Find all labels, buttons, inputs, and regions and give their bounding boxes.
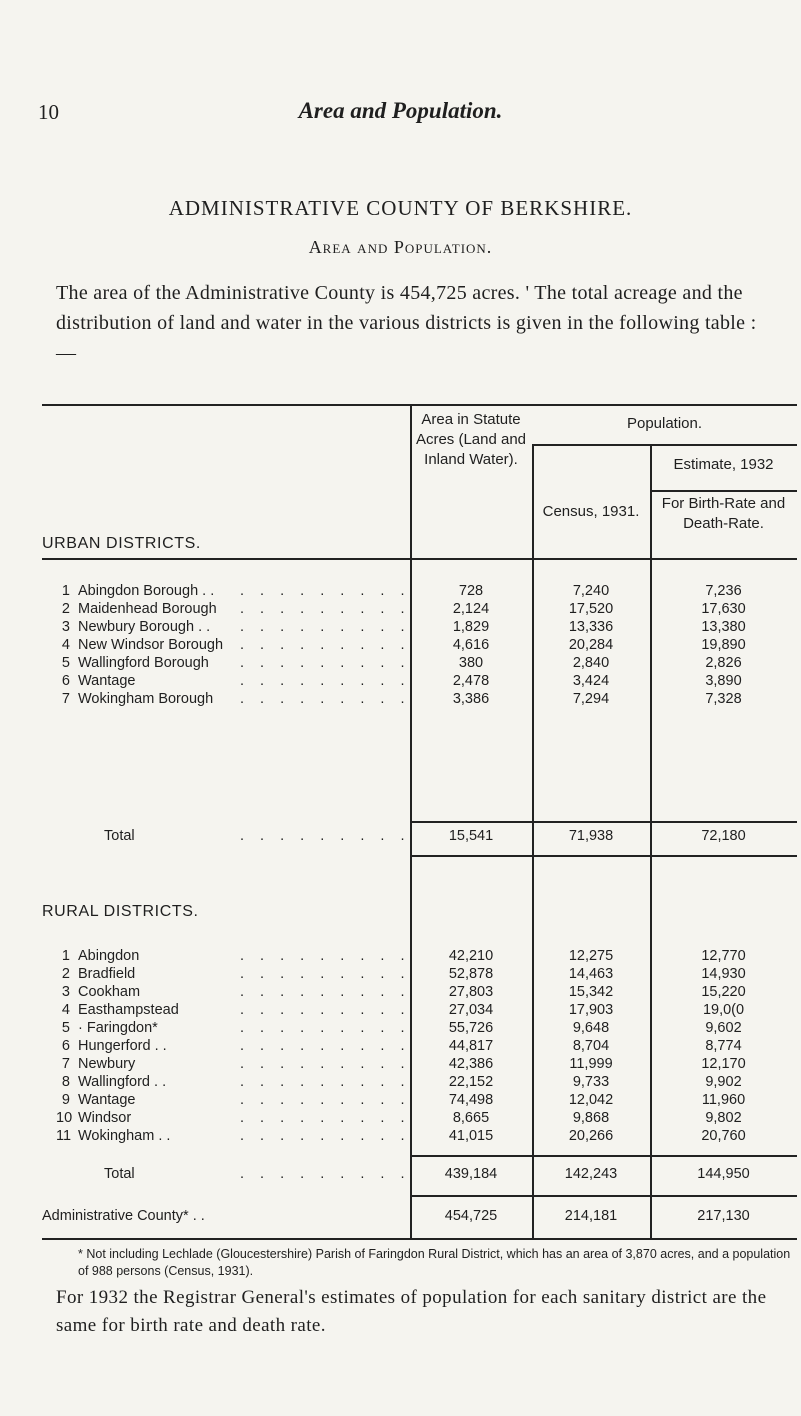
row-number: 1 bbox=[61, 948, 70, 964]
table-row bbox=[0, 1002, 801, 1021]
estimate-value: 8,774 bbox=[705, 1038, 742, 1054]
table-row bbox=[0, 619, 801, 638]
rural-total-row bbox=[0, 1166, 801, 1185]
leader-dots: . . . . . . . . . bbox=[240, 948, 411, 964]
census-value: 71,938 bbox=[568, 828, 614, 844]
area-value: 728 bbox=[458, 583, 484, 599]
leader-dots: . . . . . . . . . bbox=[240, 637, 411, 653]
row-number: 7 bbox=[61, 1056, 70, 1072]
census-value: 7,294 bbox=[572, 691, 610, 707]
census-value: 9,648 bbox=[572, 1020, 610, 1036]
district-name: Wantage bbox=[78, 1092, 136, 1108]
leader-dots: . . . . . . . . . bbox=[240, 984, 411, 1000]
table-row bbox=[0, 1092, 801, 1111]
row-number: 11 bbox=[56, 1128, 72, 1144]
area-value: 41,015 bbox=[448, 1128, 494, 1144]
census-value: 15,342 bbox=[568, 984, 614, 1000]
table-top-rule bbox=[42, 404, 797, 406]
area-value: 27,803 bbox=[448, 984, 494, 1000]
area-value: 52,878 bbox=[448, 966, 494, 982]
urban-districts-heading: URBAN DISTRICTS. bbox=[42, 535, 201, 552]
census-value: 17,520 bbox=[568, 601, 614, 617]
population-header: Population. bbox=[626, 415, 703, 432]
table-row bbox=[0, 601, 801, 620]
table-row bbox=[0, 655, 801, 674]
leader-dots: . . . . . . . . . bbox=[240, 691, 411, 707]
estimate-value: 72,180 bbox=[701, 828, 746, 844]
census-value: 14,463 bbox=[568, 966, 614, 982]
leader-dots: . . . . . . . . . bbox=[240, 1092, 411, 1108]
table-row bbox=[0, 1128, 801, 1147]
estimate-value: 19,890 bbox=[701, 637, 746, 653]
table-row bbox=[0, 966, 801, 985]
census-value: 9,868 bbox=[572, 1110, 610, 1126]
estimate-value: 9,902 bbox=[705, 1074, 742, 1090]
area-value: 380 bbox=[458, 655, 484, 671]
table-row bbox=[0, 1056, 801, 1075]
leader-dots: . . . . . . . . . bbox=[240, 1074, 411, 1090]
area-value: 15,541 bbox=[448, 828, 494, 844]
district-name: Newbury Borough . . bbox=[78, 619, 211, 635]
table-row bbox=[0, 1110, 801, 1129]
leader-dots: . . . . . . . . . bbox=[240, 1002, 411, 1018]
row-number: 4 bbox=[61, 1002, 70, 1018]
leader-dots: . . . . . . . . . bbox=[240, 1110, 411, 1126]
table-row bbox=[0, 984, 801, 1003]
census-value: 8,704 bbox=[572, 1038, 610, 1054]
table-row bbox=[0, 1020, 801, 1039]
estimate-value: 12,770 bbox=[701, 948, 746, 964]
estimate-value: 20,760 bbox=[701, 1128, 746, 1144]
estimate-value: 3,890 bbox=[705, 673, 742, 689]
estimate-header-rule bbox=[650, 490, 797, 492]
district-name: Easthampstead bbox=[78, 1002, 179, 1018]
census-value: 12,042 bbox=[568, 1092, 614, 1108]
area-value: 27,034 bbox=[448, 1002, 494, 1018]
census-value: 20,266 bbox=[568, 1128, 614, 1144]
area-value: 42,386 bbox=[448, 1056, 494, 1072]
area-value: 74,498 bbox=[448, 1092, 494, 1108]
estimate-column-header: Estimate, 1932 bbox=[673, 456, 774, 473]
table-bottom-rule bbox=[42, 1238, 797, 1240]
area-column-header: Area in Statute Acres (Land and Inland Water). bbox=[415, 411, 527, 468]
total-label: Total bbox=[104, 828, 135, 844]
area-value: 454,725 bbox=[444, 1208, 498, 1224]
area-value: 1,829 bbox=[452, 619, 490, 635]
row-number: 6 bbox=[61, 673, 70, 689]
leader-dots: . . . . . . . . . bbox=[240, 1166, 411, 1182]
urban-total-bottom-rule bbox=[410, 855, 797, 857]
total-label: Total bbox=[104, 1166, 135, 1182]
leader-dots: . . . . . . . . . bbox=[240, 1128, 411, 1144]
rural-districts-heading: RURAL DISTRICTS. bbox=[42, 903, 199, 920]
intro-paragraph: The area of the Administrative County is 454,725 acres. ' The total acreage and the distribution of land and water in the various districts is given in the following table :— bbox=[56, 282, 757, 364]
rural-total-bottom-rule bbox=[410, 1195, 797, 1197]
urban-total-row bbox=[0, 828, 801, 847]
district-name: Wokingham Borough bbox=[78, 691, 214, 707]
area-value: 439,184 bbox=[444, 1166, 498, 1182]
district-name: Windsor bbox=[78, 1110, 132, 1126]
district-name: Wallingford . . bbox=[78, 1074, 167, 1090]
row-number: 3 bbox=[61, 619, 70, 635]
census-value: 2,840 bbox=[572, 655, 610, 671]
table-row bbox=[0, 691, 801, 710]
estimate-subheader: For Birth-Rate and Death-Rate. bbox=[661, 495, 786, 532]
area-value: 4,616 bbox=[452, 637, 490, 653]
footnote: * Not including Lechlade (Gloucestershire) Parish of Faringdon Rural District, which has an area of 3,870 acres, and a population of 988 persons (Census, 1931). bbox=[78, 1247, 791, 1278]
district-name: Abingdon Borough . . bbox=[78, 583, 215, 599]
estimate-value: 7,328 bbox=[705, 691, 742, 707]
section-subtitle: Area and Population. bbox=[308, 237, 493, 257]
leader-dots: . . . . . . . . . bbox=[240, 673, 411, 689]
area-value: 44,817 bbox=[448, 1038, 494, 1054]
estimate-value: 13,380 bbox=[701, 619, 746, 635]
row-number: 6 bbox=[61, 1038, 70, 1054]
area-value: 3,386 bbox=[452, 691, 490, 707]
district-name: · Faringdon* bbox=[78, 1020, 158, 1036]
estimate-value: 14,930 bbox=[701, 966, 746, 982]
leader-dots: . . . . . . . . . bbox=[240, 828, 411, 844]
district-name: Wokingham . . bbox=[78, 1128, 171, 1144]
estimate-value: 9,802 bbox=[705, 1110, 742, 1126]
page-number: 10 bbox=[38, 100, 59, 124]
leader-dots: . . . . . . . . . bbox=[240, 1056, 411, 1072]
estimate-value: 19,0(0 bbox=[702, 1002, 745, 1018]
table-row bbox=[0, 948, 801, 967]
estimate-value: 12,170 bbox=[701, 1056, 746, 1072]
row-number: 7 bbox=[61, 691, 70, 707]
district-name: New Windsor Borough bbox=[78, 637, 224, 653]
census-value: 142,243 bbox=[564, 1166, 618, 1182]
area-value: 8,665 bbox=[452, 1110, 490, 1126]
area-value: 2,124 bbox=[452, 601, 490, 617]
population-header-rule bbox=[532, 444, 797, 446]
estimate-value: 17,630 bbox=[701, 601, 746, 617]
census-value: 9,733 bbox=[572, 1074, 610, 1090]
district-name: Hungerford . . bbox=[78, 1038, 167, 1054]
row-number: 2 bbox=[61, 966, 70, 982]
leader-dots: . . . . . . . . . bbox=[240, 583, 411, 599]
estimate-value: 2,826 bbox=[705, 655, 742, 671]
administrative-county-row bbox=[0, 1208, 801, 1227]
leader-dots: . . . . . . . . . bbox=[240, 619, 411, 635]
row-number: 5 bbox=[61, 655, 70, 671]
district-name: Bradfield bbox=[78, 966, 136, 982]
leader-dots: . . . . . . . . . bbox=[240, 601, 411, 617]
census-value: 17,903 bbox=[568, 1002, 614, 1018]
district-name: Newbury bbox=[78, 1056, 136, 1072]
table-row bbox=[0, 583, 801, 602]
header-bottom-rule bbox=[42, 558, 797, 560]
district-name: Wallingford Borough bbox=[78, 655, 209, 671]
census-value: 20,284 bbox=[568, 637, 614, 653]
table-row bbox=[0, 637, 801, 656]
row-number: 4 bbox=[61, 637, 70, 653]
estimate-value: 7,236 bbox=[705, 583, 742, 599]
estimate-value: 11,960 bbox=[701, 1092, 746, 1108]
estimate-value: 144,950 bbox=[697, 1166, 750, 1182]
urban-total-top-rule bbox=[410, 821, 797, 823]
table-row bbox=[0, 1038, 801, 1057]
census-value: 214,181 bbox=[564, 1208, 618, 1224]
census-value: 11,999 bbox=[569, 1056, 613, 1072]
row-number: 3 bbox=[61, 984, 70, 1000]
census-column-header: Census, 1931. bbox=[542, 503, 640, 520]
area-value: 22,152 bbox=[448, 1074, 494, 1090]
row-number: 10 bbox=[56, 1110, 73, 1126]
leader-dots: . . . . . . . . . bbox=[240, 1020, 411, 1036]
leader-dots: . . . . . . . . . bbox=[240, 1038, 411, 1054]
leader-dots: . . . . . . . . . bbox=[240, 655, 411, 671]
row-number: 2 bbox=[61, 601, 70, 617]
table-row bbox=[0, 1074, 801, 1093]
census-value: 13,336 bbox=[568, 619, 614, 635]
area-value: 55,726 bbox=[448, 1020, 494, 1036]
district-name: Wantage bbox=[78, 673, 136, 689]
area-value: 42,210 bbox=[448, 948, 494, 964]
table-row bbox=[0, 673, 801, 692]
area-value: 2,478 bbox=[452, 673, 490, 689]
closing-paragraph: For 1932 the Registrar General's estimates of population for each sanitary district are the same for birth rate and death rate. bbox=[56, 1287, 767, 1336]
census-value: 3,424 bbox=[572, 673, 610, 689]
row-number: 9 bbox=[61, 1092, 70, 1108]
estimate-value: 15,220 bbox=[701, 984, 746, 1000]
row-number: 1 bbox=[61, 583, 70, 599]
page-title: ADMINISTRATIVE COUNTY OF BERKSHIRE. bbox=[168, 196, 633, 220]
district-name: Abingdon bbox=[78, 948, 140, 964]
district-name: Maidenhead Borough bbox=[78, 601, 217, 617]
county-label: Administrative County* . . bbox=[42, 1208, 205, 1224]
running-title: Area and Population. bbox=[298, 98, 503, 123]
rural-total-top-rule bbox=[410, 1155, 797, 1157]
leader-dots: . . . . . . . . . bbox=[240, 966, 411, 982]
census-value: 12,275 bbox=[568, 948, 614, 964]
row-number: 8 bbox=[61, 1074, 70, 1090]
estimate-value: 217,130 bbox=[697, 1208, 750, 1224]
row-number: 5 bbox=[61, 1020, 70, 1036]
census-value: 7,240 bbox=[572, 583, 610, 599]
estimate-value: 9,602 bbox=[705, 1020, 742, 1036]
district-name: Cookham bbox=[78, 984, 141, 1000]
